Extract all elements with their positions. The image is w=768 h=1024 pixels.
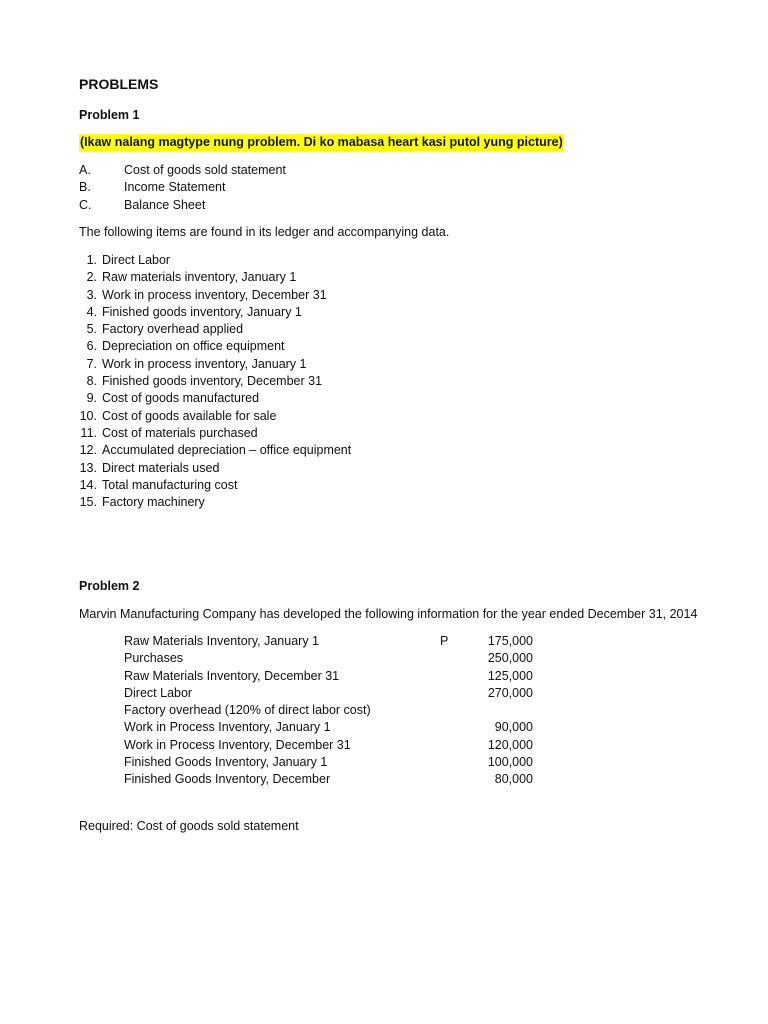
problem-1-intro: The following items are found in its ledger and accompanying data.	[79, 225, 450, 239]
document-page: PROBLEMS Problem 1 (Ikaw nalang magtype nung problem. Di ko mabasa heart kasi putol yung picture) A. Cost of goods sold statement B. Income Statement C. Balance Sheet The following items are found in its ledger and accompanying data. 1. Direct Labor 2. Raw materials inventory, January 1 3. Work in process inventory, December 31 4. Finished goods inventory, January 1 5. Factory overhead applied 6. Depreciation on office equipment 7. Work in process inventory, January 1 8. Finished goods inventory, December 31 9. Cost of goods manufactured 10. Cost of goods available for sale 11. Cost of materials purchased 12. Accumulated depreciation – office equipment 13. Direct materials used 14. Total manufacturing cost 15. Factory machinery Problem 2 Marvin Manufacturing Company has developed the following information for the year ended December 31, 2014 Raw Materials Inventory, January 1 P 175,000 Purchases 250,000 Raw Materials Inventory, December 31 125,000 Direct Labor 270,000 Factory overhead (120% of direct labor cost) Work in Process Inventory, January 1 90,000 Work in Process Inventory, December 31 120,000 Finished Goods Inventory, January 1 100,000 Finished Goods Inventory, December 80,000 Required: Cost of goods sold statement	[79, 76, 698, 833]
problem-2-required: Required: Cost of goods sold statement	[79, 819, 299, 833]
table-row: Raw Materials Inventory, January 1 P 175,000	[124, 634, 533, 648]
problem-2-intro: Marvin Manufacturing Company has developed the following information for the year ended December 31, 2014	[79, 607, 698, 621]
highlighted-note: (Ikaw nalang magtype nung problem. Di ko mabasa heart kasi putol yung picture)	[80, 135, 563, 149]
table-row: Factory overhead (120% of direct labor cost)	[124, 703, 371, 718]
problem-2-data-table	[124, 633, 533, 789]
table-row: Work in Process Inventory, January 1 90,000	[124, 720, 533, 735]
table-row: Purchases 250,000	[124, 651, 533, 666]
page-heading: PROBLEMS	[79, 76, 159, 92]
table-row: Finished Goods Inventory, January 1 100,000	[124, 755, 533, 770]
problem-1-title: Problem 1	[79, 108, 140, 122]
table-row: Work in Process Inventory, December 31 120,000	[124, 737, 533, 752]
table-row: Raw Materials Inventory, December 31 125,000	[124, 668, 533, 683]
table-row: Direct Labor 270,000	[124, 685, 533, 700]
table-row: Finished Goods Inventory, December 80,000	[124, 772, 533, 787]
problem-2-title: Problem 2	[79, 579, 140, 593]
